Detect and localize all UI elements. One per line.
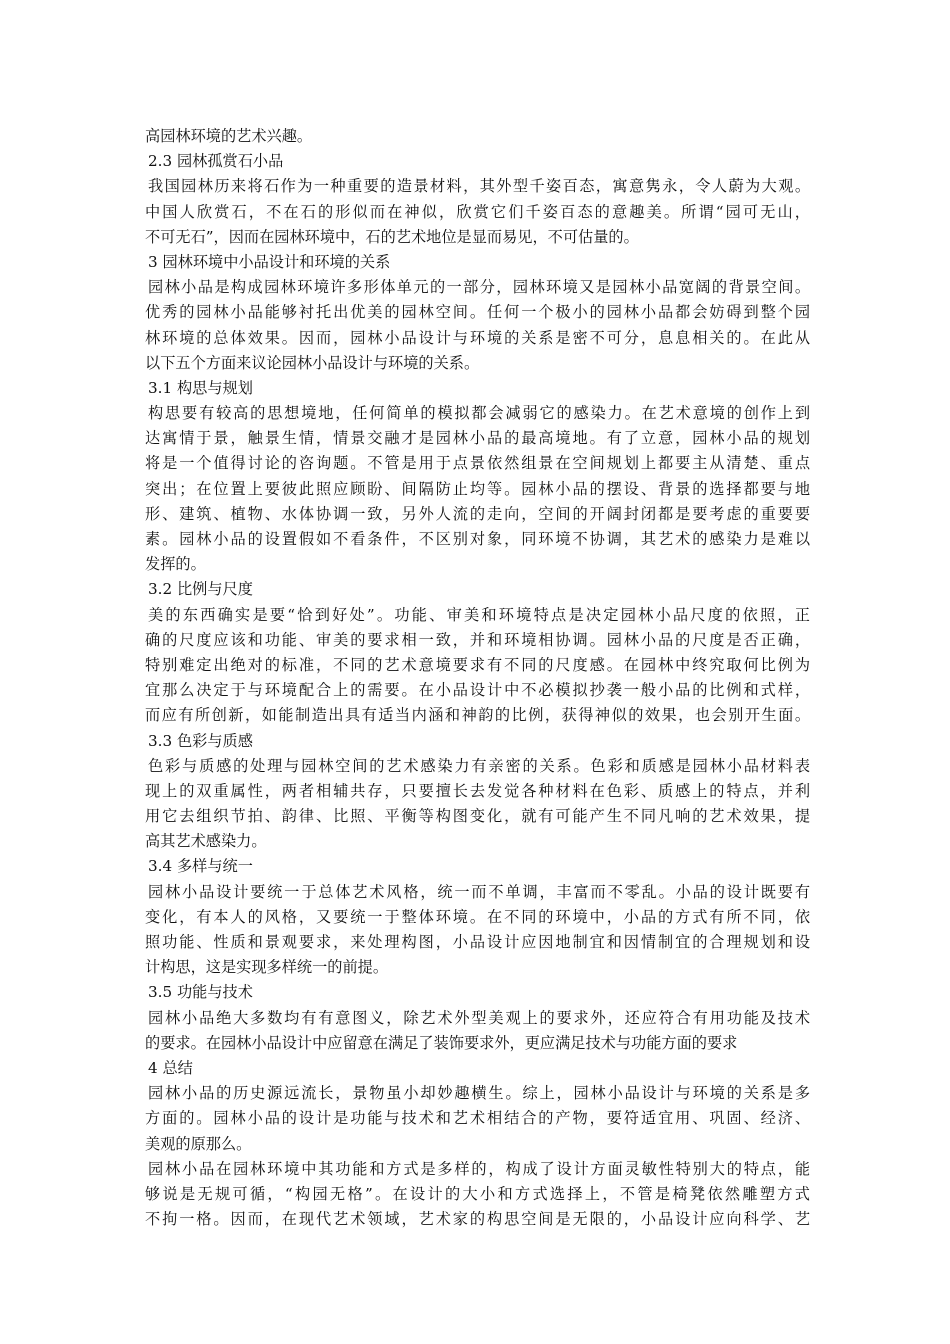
paragraph-line: 以下五个方面来议论园林小品设计与环境的关系。 — [145, 353, 480, 372]
paragraph-line: 林环境的总体效果。因而，园林小品设计与环境的关系是密不可分，息息相关的。在此从 — [145, 328, 810, 347]
paragraph-line: 宜那么决定于与环境配合上的需要。在小品设计中不必模拟抄袭一般小品的比例和式样， — [145, 681, 810, 700]
paragraph-line: 而应有所创新，如能制造出具有适当内涵和神韵的比例，获得神似的效果，也会别开生面。 — [145, 706, 810, 725]
section-heading: 3.5 功能与技术 — [148, 983, 253, 1002]
paragraph-line: 园林小品设计要统一于总体艺术风格，统一而不单调，丰富而不零乱。小品的设计既要有 — [148, 882, 810, 901]
paragraph-line: 构思要有较高的思想境地，任何简单的模拟都会减弱它的感染力。在艺术意境的创作上到 — [148, 404, 810, 423]
paragraph-line: 素。园林小品的设置假如不看条件，不区别对象，同环境不协调，其艺术的感染力是难以 — [145, 530, 810, 548]
paragraph-line: 确的尺度应该和功能、审美的要求相一致，并和环境相协调。园林小品的尺度是否正确， — [145, 630, 810, 649]
paragraph-line: 高园林环境的艺术兴趣。 — [145, 127, 313, 145]
paragraph-line: 的要求。在园林小品设计中应留意在满足了装饰要求外，更应满足技术与功能方面的要求 — [145, 1033, 738, 1052]
paragraph-line: 优秀的园林小品能够衬托出优美的园林空间。任何一个极小的园林小品都会妨碍到整个园 — [145, 303, 810, 322]
paragraph-line: 中国人欣赏石，不在石的形似而在神似，欣赏它们千姿百态的意趣美。所谓“园可无山， — [145, 202, 810, 221]
paragraph-line: 美观的原那么。 — [145, 1134, 252, 1153]
paragraph-line: 计构思，这是实现多样统一的前提。 — [145, 958, 388, 977]
paragraph-line: 我国园林历来将石作为一种重要的造景材料，其外型千姿百态，寓意隽永，令人蔚为大观。 — [148, 177, 810, 196]
section-heading: 3 园林环境中小品设计和环境的关系 — [148, 252, 391, 271]
paragraph-line: 将是一个值得讨论的咨询题。不管是用于点景依然组景在空间规划上都要主从清楚、重点 — [145, 454, 810, 473]
paragraph-line: 现上的双重属性，两者相辅共存，只要擅长去发觉各种材料在色彩、质感上的特点，并利 — [145, 781, 810, 800]
paragraph-line: 照功能、性质和景观要求，来处理构图，小品设计应因地制宜和因情制宜的合理规划和设 — [145, 933, 810, 951]
document-body — [145, 124, 810, 1232]
section-heading: 2.3 园林孤赏石小品 — [148, 152, 284, 171]
paragraph-line: 够说是无规可循，“构园无格”。在设计的大小和方式选择上，不管是椅凳依然雕塑方式 — [145, 1184, 810, 1203]
paragraph-line: 色彩与质感的处理与园林空间的艺术感染力有亲密的关系。色彩和质感是园林小品材料表 — [148, 756, 810, 775]
paragraph-line: 达寓情于景，触景生情，情景交融才是园林小品的最高境地。有了立意，园林小品的规划 — [145, 429, 810, 448]
paragraph-line: 方面的。园林小品的设计是功能与技术和艺术相结合的产物，要符适宜用、巩固、经济、 — [145, 1109, 810, 1128]
section-heading: 3.3 色彩与质感 — [148, 731, 253, 750]
paragraph-line: 变化，有本人的风格，又要统一于整体环境。在不同的环境中，小品的方式有所不同，依 — [145, 907, 810, 926]
paragraph-line: 发挥的。 — [145, 555, 206, 574]
paragraph-line: 突出；在位置上要彼此照应顾盼、间隔防止均等。园林小品的摆设、背景的选择都要与地 — [145, 479, 810, 498]
paragraph-line: 形、建筑、植物、水体协调一致，另外人流的走向，空间的开阔封闭都是要考虑的重要要 — [145, 504, 810, 523]
section-heading: 3.2 比例与尺度 — [148, 580, 253, 599]
paragraph-line: 用它去组织节拍、韵律、比照、平衡等构图变化，就有可能产生不同凡响的艺术效果，提 — [145, 807, 810, 826]
paragraph-line: 园林小品是构成园林环境许多形体单元的一部分，园林环境又是园林小品宽阔的背景空间。 — [148, 278, 810, 297]
section-heading: 3.4 多样与统一 — [148, 857, 253, 876]
paragraph-line: 不拘一格。因而，在现代艺术领域，艺术家的构思空间是无限的，小品设计应向科学、艺 — [145, 1210, 810, 1229]
paragraph-line: 美的东西确实是要“恰到好处”。功能、审美和环境特点是决定园林小品尺度的依照，正 — [148, 605, 810, 624]
paragraph-line: 园林小品绝大多数均有有意图义，除艺术外型美观上的要求外，还应符合有用功能及技术 — [148, 1008, 810, 1027]
paragraph-line: 不可无石”，因而在园林环境中，石的艺术地位是显而易见，不可估量的。 — [145, 227, 639, 246]
paragraph-line: 特别难定出绝对的标准，不同的艺术意境要求有不同的尺度感。在园林中终究取何比例为 — [145, 655, 810, 674]
paragraph-line: 园林小品在园林环境中其功能和方式是多样的，构成了设计方面灵敏性特别大的特点，能 — [148, 1159, 810, 1178]
section-heading: 4 总结 — [148, 1058, 193, 1077]
section-heading: 3.1 构思与规划 — [148, 378, 253, 397]
paragraph-line: 高其艺术感染力。 — [145, 832, 267, 851]
paragraph-line: 园林小品的历史源远流长，景物虽小却妙趣横生。综上，园林小品设计与环境的关系是多 — [148, 1084, 810, 1103]
